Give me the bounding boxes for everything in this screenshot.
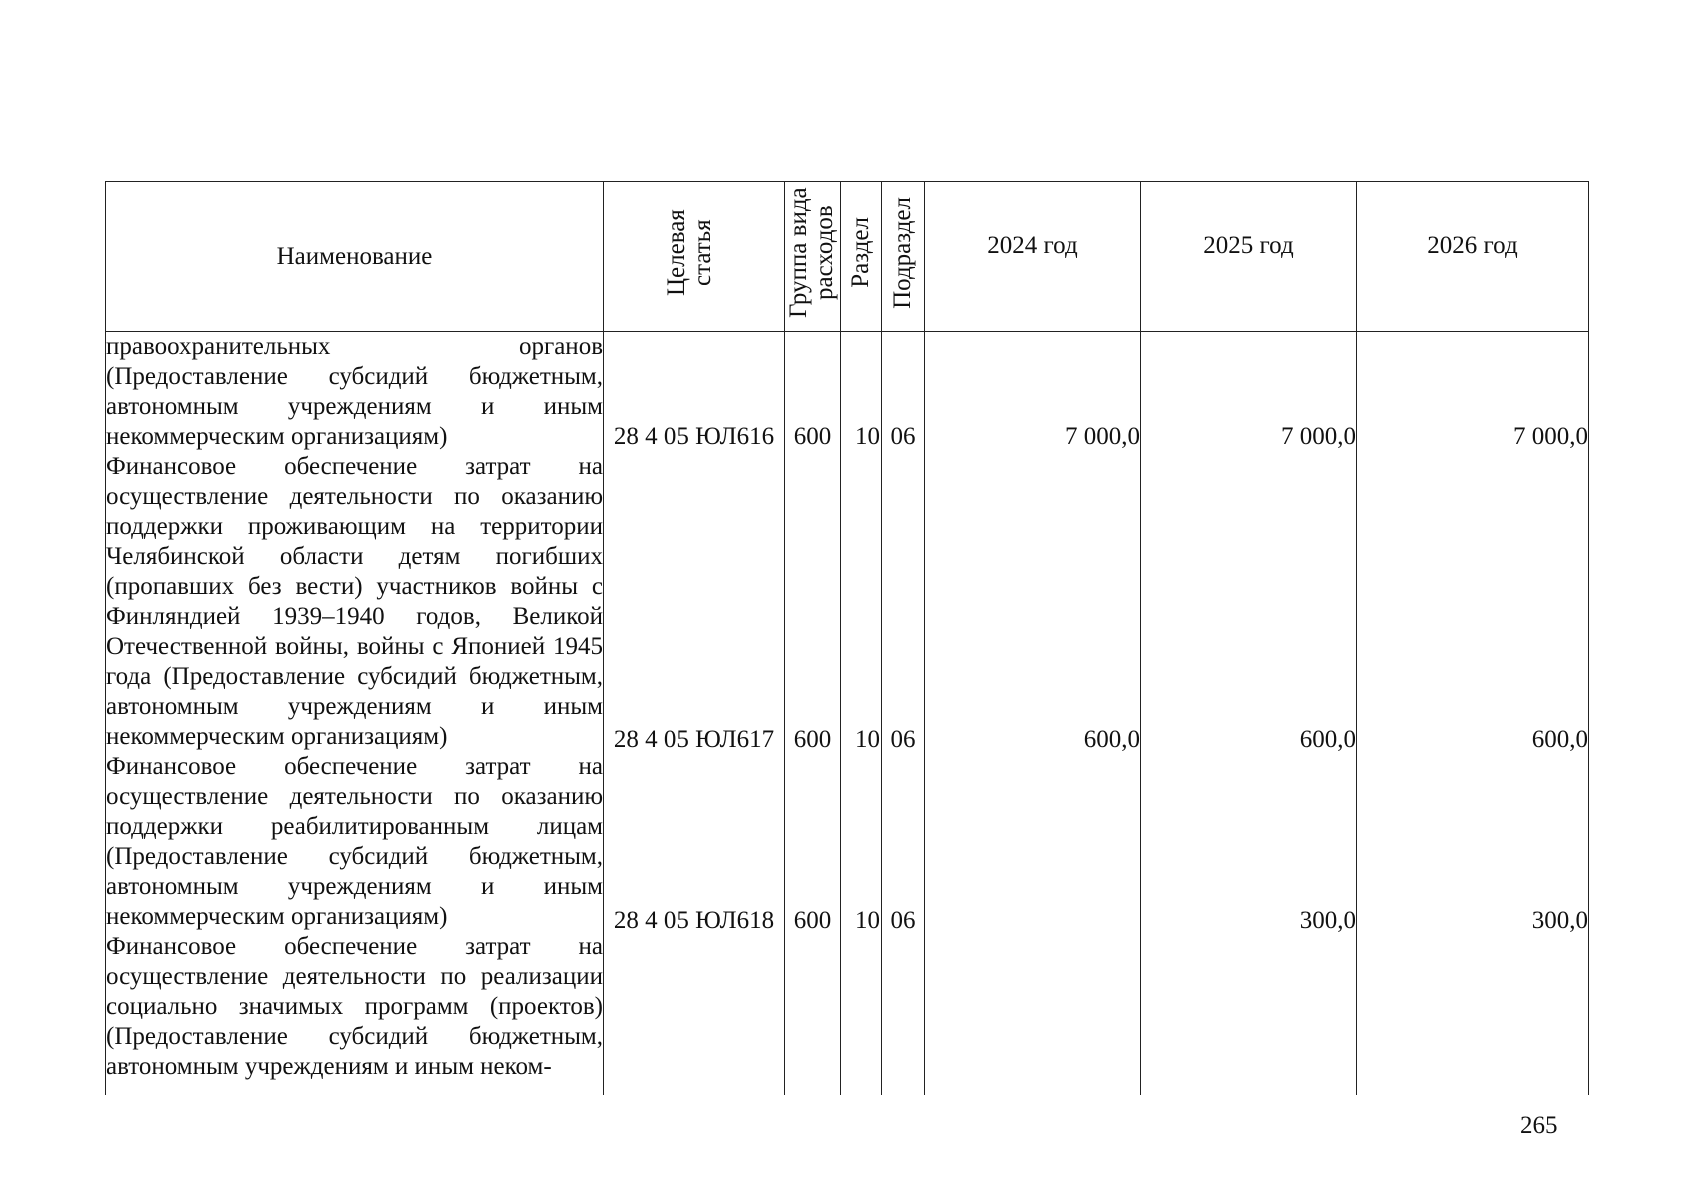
header-section: Раздел [841, 182, 882, 332]
header-2026: 2026 год [1357, 182, 1589, 332]
header-subsection: Подраздел [882, 182, 925, 332]
row-1-2026: 7 000,0 [1513, 423, 1588, 450]
row-2-article: 28 4 05 ЮЛ617 [613, 726, 775, 753]
row-2-name: Финансовое обеспечение затрат на осуществление деятельности по оказанию поддержки проживающим на территории Челябинской области детям погибших (пропавших без вести) участников войны с Финляндией 1939–1940 годов, Великой Отечественной войны, войны с Японией 1945 года (Предоставление субсидий бюджетным, автономным учреждениям и иным некоммерческим организациям) [106, 453, 603, 750]
row-2-2025: 600,0 [1299, 726, 1356, 753]
year-2025-column [1141, 332, 1357, 1096]
budget-table [105, 181, 1589, 1095]
row-1-2024: 7 000,0 [1065, 423, 1140, 450]
header-expense-group: Группа вида расходов [785, 182, 841, 332]
target-article-column [604, 332, 785, 1096]
row-3-name: Финансовое обеспечение затрат на осуществление деятельности по оказанию поддержки реабилитированным лицам (Предоставление субсидий бюджетным, автономным учреждениям и иным некоммерческим организациям) [106, 753, 603, 930]
header-2025: 2025 год [1141, 182, 1357, 332]
row-3-2026: 300,0 [1531, 907, 1588, 934]
row-2-section: 10 [855, 726, 880, 753]
row-3-article: 28 4 05 ЮЛ618 [613, 907, 775, 934]
name-column [106, 332, 604, 1096]
budget-table-page [105, 181, 1588, 1096]
table-body [106, 332, 1589, 1096]
year-2024-column [925, 332, 1141, 1096]
row-3-subsection: 06 [890, 907, 916, 934]
section-column [841, 332, 882, 1096]
expense-group-column [785, 332, 841, 1096]
row-3-section: 10 [855, 907, 880, 934]
row-1-section: 10 [855, 423, 880, 450]
subsection-column [882, 332, 925, 1096]
year-2026-column [1357, 332, 1589, 1096]
header-name: Наименование [106, 182, 604, 332]
row-1-name: правоохранительных органов (Предоставление субсидий бюджетным, автономным учреждениям и иным некоммерческим организациям) [106, 333, 603, 450]
row-2-2024: 600,0 [1083, 726, 1140, 753]
row-3-group: 600 [793, 907, 832, 934]
header-2024: 2024 год [925, 182, 1141, 332]
table-header-row [106, 182, 1589, 332]
row-1-subsection: 06 [890, 423, 916, 450]
row-3-2025: 300,0 [1299, 907, 1356, 934]
page-number: 265 [1520, 1112, 1558, 1139]
row-2-2026: 600,0 [1531, 726, 1588, 753]
row-1-group: 600 [793, 423, 832, 450]
row-2-group: 600 [793, 726, 832, 753]
row-1-2025: 7 000,0 [1281, 423, 1356, 450]
row-4-name: Финансовое обеспечение затрат на осуществление деятельности по реализации социально значимых программ (проектов) (Предоставление субсидий бюджетным, автономным учреждениям и иным неком- [106, 933, 603, 1080]
row-2-subsection: 06 [890, 726, 916, 753]
header-target-article: Целевая статья [604, 182, 785, 332]
row-1-article: 28 4 05 ЮЛ616 [613, 423, 775, 450]
